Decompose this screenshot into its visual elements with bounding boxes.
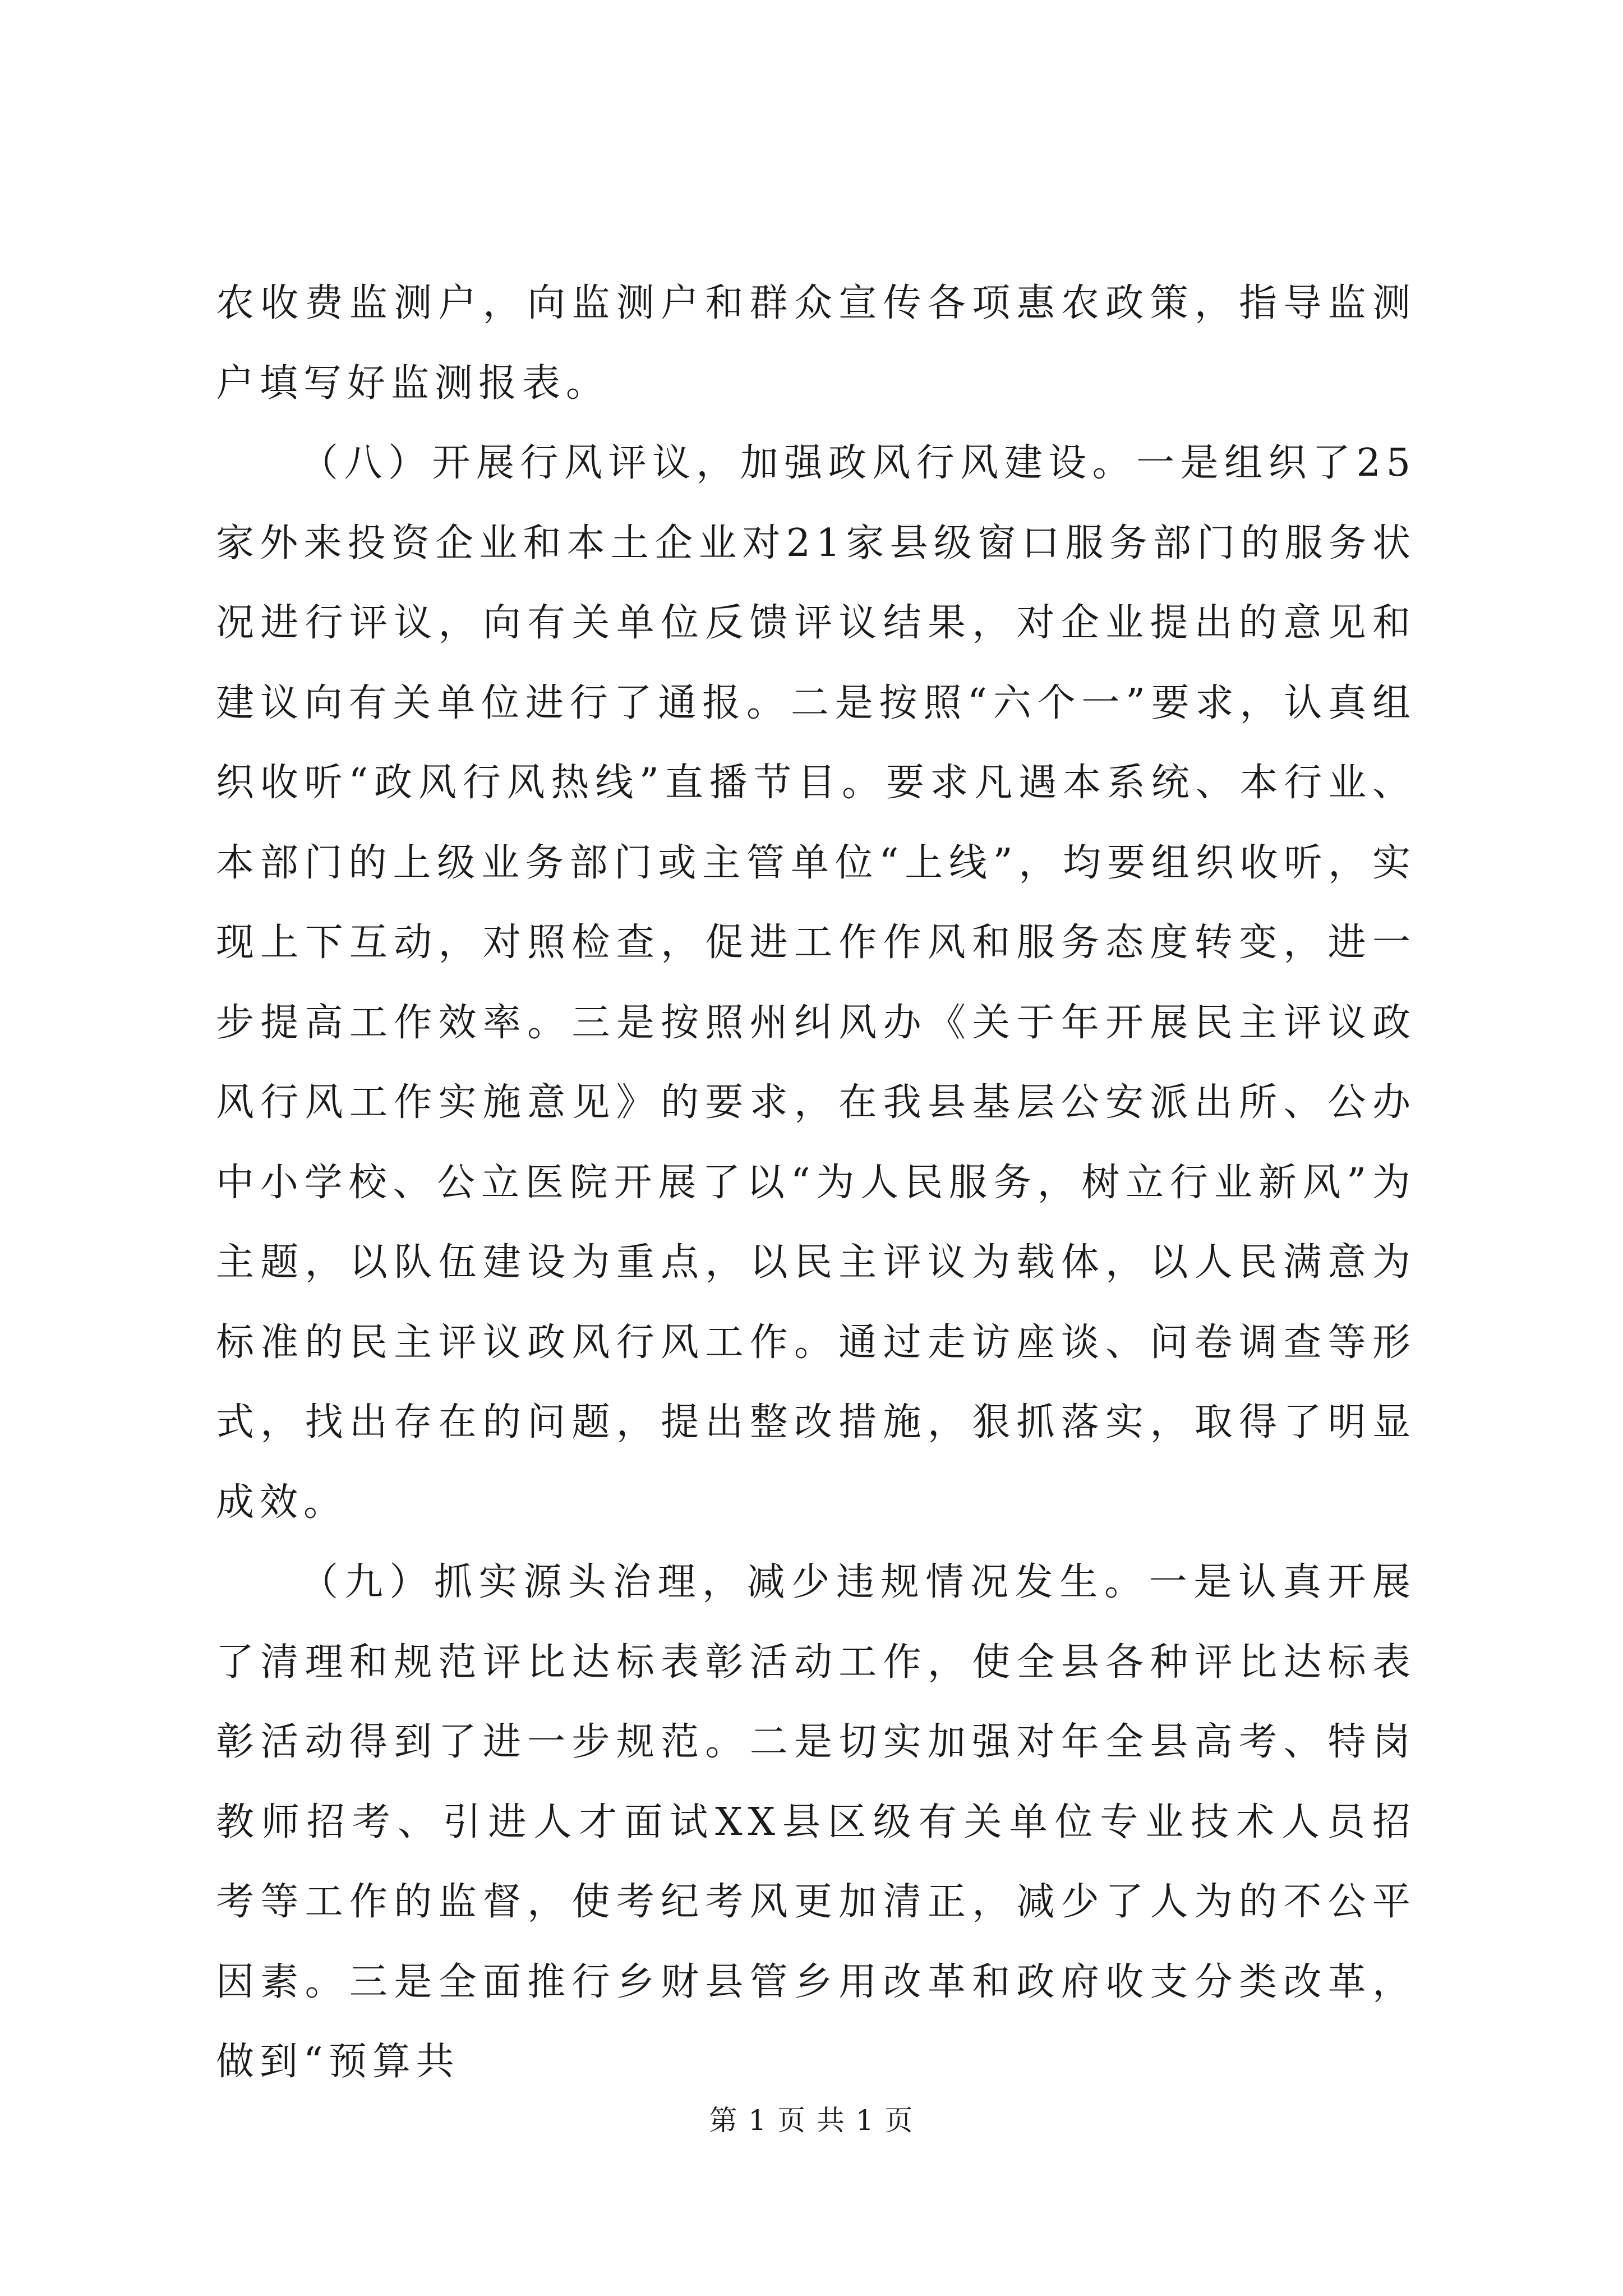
page-footer: 第 1 页 共 1 页 — [709, 2104, 914, 2137]
document-body — [216, 264, 1416, 2102]
paragraph-section-nine: （九）抓实源头治理，减少违规情况发生。一是认真开展了清理和规范评比达标表彰活动工作，使全县各种评比达标表彰活动得到了进一步规范。二是切实加强对年全县高考、特岗教师招考、引进人才面试XX县区级有关单位专业技术人员招考等工作的监督，使考纪考风更加清正，减少了人为的不公平因素。三是全面推行乡财县管乡用改革和政府收支分类改革，做到“预算共 — [216, 1560, 1416, 2084]
paragraph-continuation: 农收费监测户，向监测户和群众宣传各项惠农政策，指导监测户填写好监测报表。 — [216, 281, 1416, 406]
paragraph-section-eight: （八）开展行风评议，加强政风行风建设。一是组织了25家外来投资企业和本土企业对21家县级窗口服务部门的服务状况进行评议，向有关单位反馈评议结果，对企业提出的意见和建议向有关单位进行了通报。二是按照“六个一”要求，认真组织收听“政风行风热线”直播节目。要求凡遇本系统、本行业、本部门的上级业务部门或主管单位“上线”，均要组织收听，实现上下互动，对照检查，促进工作作风和服务态度转变，进一步提高工作效率。三是按照州纠风办《关于年开展民主评议政风行风工作实施意见》的要求，在我县基层公安派出所、公办中小学校、公立医院开展了以“为人民服务，树立行业新风”为主题，以队伍建设为重点，以民主评议为载体，以人民满意为标准的民主评议政风行风工作。通过走访座谈、问卷调查等形式，找出存在的问题，提出整改措施，狠抓落实，取得了明显成效。 — [216, 441, 1416, 1525]
